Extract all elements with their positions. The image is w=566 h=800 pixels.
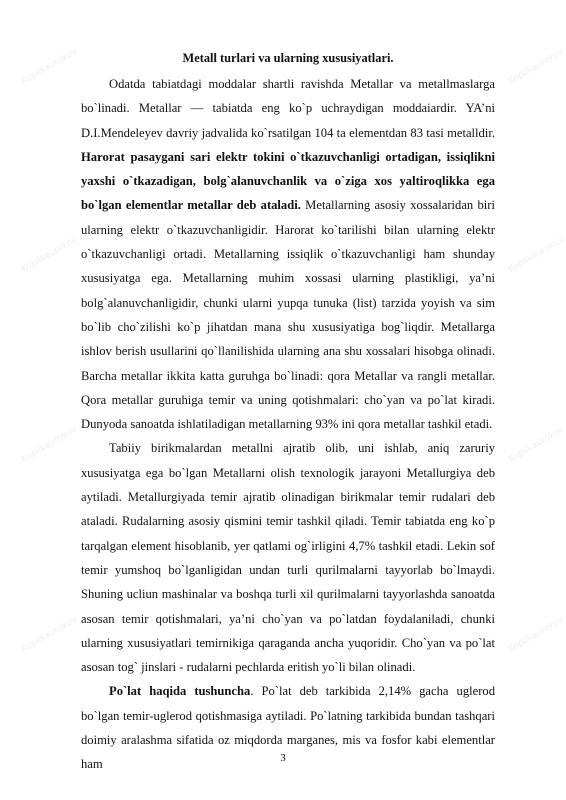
paragraph-2	[81, 436, 495, 679]
paragraph-1	[81, 72, 495, 436]
watermark: Kopilkaurokov	[506, 234, 566, 276]
watermark: Kopilkaurokov	[19, 46, 79, 88]
watermark: Kopilkaurokov	[19, 614, 79, 656]
paragraph-3-body: . Po`lat deb tarkibida 2,14% gacha uglerod bo`lgan temir-uglerod qotishmasiga aytiladi. Po`latning tarkibida bundan tashqari doimiy aralashma sifatida oz miqdorda marganes, mis va fosfor kabi elementlar ham	[81, 684, 495, 772]
watermark: Kopilkaurokov	[506, 424, 566, 466]
steel-heading-bold: Po`lat haqida tushuncha	[109, 684, 251, 699]
paragraph-1-body: Metallarning asosiy xossalaridan biri ularning elektr o`tkazuvchanligidir. Harorat ko`tarilishi bilan ularning elektr o`tkazuvchanligi ortadi. Metallarning issiqlik o`tkazuvchanligi ham shunday xususiyatga ega. Metallarning muhim xossasi ularning plastikligi, ya’ni bolg`alanuvchanligidir, chunki ularni yupqa tunuka (list) tarzida yoyish va sim bo`lib cho`zilishi ko`p jihatdan mana shu xususiyatiga bog`liqdir. Metallarga ishlov berish usullarini qo`llanilishida ularning ana shu xossalari hisobga olinadi. Barcha metallar ikkita katta guruhga bo`linadi: qora Metallar va rangli metallar. Qora metallar guruhiga temir va uning qotishmalari: cho`yan va po`lat kiradi. Dunyoda sanoatda ishlatiladigan metallarning 93% ini qora metallar tashkil etadi.	[81, 198, 495, 432]
page-number: 3	[280, 752, 286, 764]
watermark: Kopilkaurokov	[19, 234, 79, 276]
watermark: Kopilkaurokov	[506, 46, 566, 88]
watermark: Kopilkaurokov	[19, 424, 79, 466]
document-page	[81, 48, 495, 777]
metal-definition-bold: Harorat pasaygani sari elektr tokini o`tkazuvchanligi ortadigan, issiqlikni yaxshi o`tkazadigan, bolg`alanuvchanlik va o`ziga xos yaltiroqlikka ega bo`lgan elementlar metallar deb ataladi.	[81, 149, 495, 213]
watermark: Kopilkaurokov	[506, 614, 566, 656]
paragraph-1-intro: Odatda tabiatdagi moddalar shartli ravishda Metallar va metallmaslarga bo`linadi. Metallar — tabiatda eng ko`p uchraydigan moddaiardir. YA’ni D.I.Mendeleyev davriy jadvalida ko`rsatilgan 104 ta elementdan 83 tasi metalldir.	[81, 77, 495, 140]
paragraph-2-body: Tabiiy birikmalardan metallni ajratib olib, uni ishlab, aniq zaruriy xususiyatga ega bo`lgan Metallarni olish texnologik jarayoni Metallurgiya deb aytiladi. Metallurgiyada temir ajratib olinadigan birikmalar temir rudalari deb ataladi. Rudalarning asosiy qismini temir tashkil qiladi. Temir tabiatda eng ko`p tarqalgan element hisoblanib, yer qatlami og`irligini 4,7% tashkil etadi. Lekin sof temir yumshoq bo`lganligidan undan turli qurilmalarni tayyorlab bo`lmaydi. Shuning ucliun mashinalar va boshqa turli xil qurilmalarni tayyorlashda sanoatda asosan temir qotishmalari, ya’ni cho`yan va po`latdan foydalaniladi, chunki ularning xususiyatlari temirnikiga qaraganda ancha yuqoridir. Cho`yan va po`lat asosan tog` jinslari - rudalarni pechlarda eritish yo`li bilan olinadi.	[81, 441, 495, 675]
document-title: Metall turlari va ularning xususiyatlari.	[182, 51, 394, 65]
